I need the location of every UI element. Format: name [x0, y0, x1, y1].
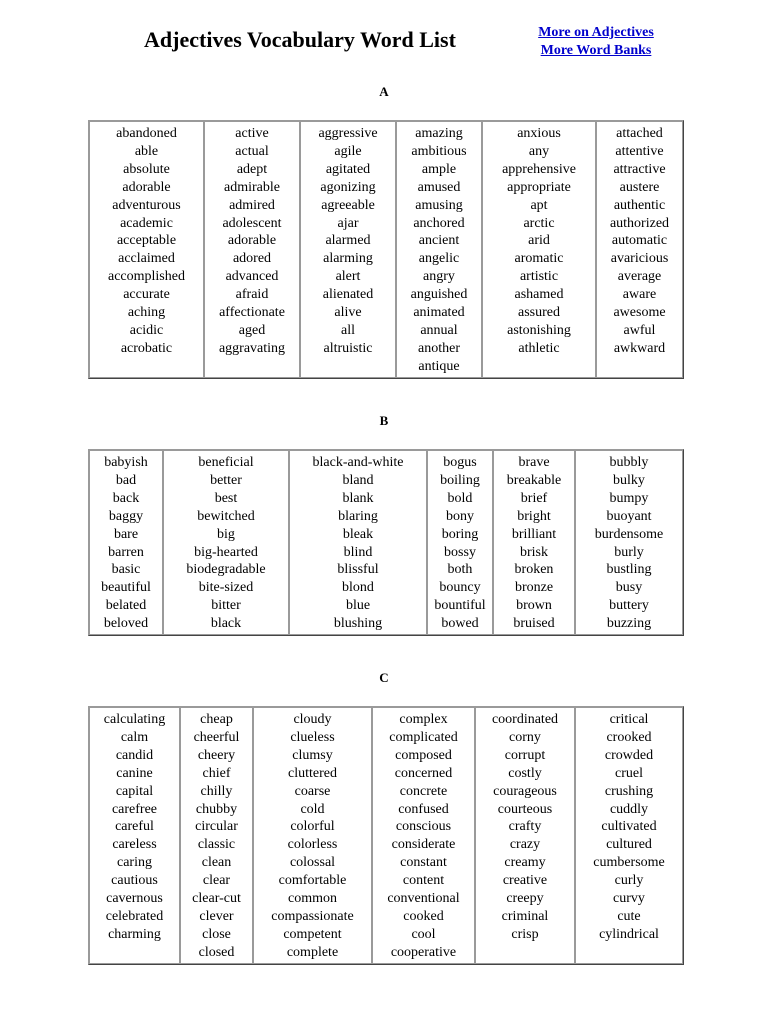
word-item: buoyant — [606, 508, 652, 524]
word-item: bleak — [342, 526, 374, 542]
word-column — [575, 707, 683, 964]
word-item: coarse — [294, 783, 331, 799]
word-item: better — [210, 472, 242, 488]
word-item: cooperative — [390, 944, 457, 960]
word-item: belated — [105, 598, 147, 614]
word-item: curly — [614, 873, 644, 889]
word-table-c — [88, 706, 684, 965]
word-item: cruel — [615, 765, 643, 781]
word-item: cultured — [606, 837, 652, 853]
word-column — [253, 707, 372, 964]
word-item: ambitious — [411, 143, 467, 159]
word-column — [180, 707, 253, 964]
word-item: crooked — [606, 729, 652, 745]
word-item: adventurous — [112, 197, 181, 213]
word-item: angry — [423, 269, 455, 285]
word-item: broken — [514, 562, 554, 578]
word-column — [372, 707, 475, 964]
word-item: clear-cut — [192, 891, 241, 907]
word-item: appropriate — [507, 179, 571, 195]
word-item: authorized — [609, 215, 670, 231]
word-item: another — [418, 340, 460, 356]
word-item: adored — [232, 251, 272, 267]
word-item: all — [341, 322, 355, 338]
word-item: agonizing — [320, 179, 376, 195]
word-item: bland — [342, 472, 374, 488]
word-item: bustling — [606, 562, 652, 578]
word-column — [575, 450, 683, 635]
word-item: bitter — [211, 598, 241, 614]
word-table-a — [88, 120, 684, 379]
word-item: apt — [530, 197, 548, 213]
word-item: crafty — [508, 819, 542, 835]
word-item: composed — [395, 747, 452, 763]
word-item: aggravating — [218, 340, 286, 356]
word-item: affectionate — [219, 305, 285, 321]
word-item: careless — [112, 837, 157, 853]
word-item: busy — [615, 580, 643, 596]
word-item: critical — [609, 712, 649, 727]
word-item: cautious — [111, 873, 158, 889]
word-item: active — [235, 126, 269, 141]
word-item: courteous — [497, 801, 553, 817]
word-item: corny — [509, 729, 541, 745]
word-item: complete — [286, 944, 339, 960]
word-item: bulky — [613, 472, 645, 488]
word-item: bogus — [443, 455, 477, 470]
word-column — [89, 707, 180, 964]
word-item: boring — [441, 526, 479, 542]
word-item: crushing — [604, 783, 654, 799]
word-item: canine — [116, 765, 153, 781]
word-item: candid — [115, 747, 154, 763]
word-item: advanced — [225, 269, 279, 285]
word-item: blue — [345, 598, 371, 614]
word-item: automatic — [611, 233, 668, 249]
word-item: austere — [619, 179, 660, 195]
word-item: conventional — [387, 891, 460, 907]
word-item: bold — [447, 490, 473, 506]
word-item: burdensome — [594, 526, 664, 542]
word-column — [89, 121, 204, 378]
header-links — [524, 24, 668, 60]
word-item: conscious — [395, 819, 452, 835]
word-item: big — [217, 526, 235, 542]
word-item: abandoned — [116, 126, 177, 141]
word-item: black-and-white — [312, 455, 404, 470]
word-item: confused — [398, 801, 449, 817]
word-item: cylindrical — [599, 926, 659, 942]
word-item: acrobatic — [120, 340, 173, 356]
word-item: blushing — [333, 616, 383, 632]
word-item: common — [288, 891, 337, 907]
word-item: accomplished — [108, 269, 185, 285]
word-item: chubby — [195, 801, 238, 817]
word-item: capital — [115, 783, 154, 799]
word-item: aromatic — [514, 251, 564, 267]
word-item: bewitched — [197, 508, 255, 524]
word-item: acidic — [129, 322, 164, 338]
word-item: clear — [202, 873, 231, 889]
word-item: alive — [334, 305, 362, 321]
word-item: cuddly — [609, 801, 649, 817]
word-item: babyish — [104, 455, 148, 470]
word-item: crisp — [511, 926, 539, 942]
word-item: attentive — [615, 143, 664, 159]
word-item: adorable — [227, 233, 277, 249]
word-item: blind — [343, 544, 373, 560]
word-item: bronze — [514, 580, 554, 596]
word-item: calculating — [103, 712, 166, 727]
word-item: closed — [198, 944, 235, 960]
word-item: chief — [202, 765, 231, 781]
word-item: clumsy — [292, 747, 333, 763]
more-word-banks-link[interactable]: More Word Banks — [540, 43, 652, 58]
word-item: afraid — [235, 287, 269, 303]
word-item: clean — [201, 855, 232, 871]
word-item: aggressive — [318, 126, 378, 141]
word-item: anguished — [410, 287, 468, 303]
word-item: colorful — [290, 819, 335, 835]
word-item: bumpy — [609, 490, 649, 506]
word-item: acceptable — [116, 233, 177, 249]
word-item: clever — [199, 908, 234, 924]
word-item: average — [617, 269, 662, 285]
word-item: ashamed — [514, 287, 564, 303]
word-item: absolute — [123, 161, 170, 177]
word-item: agitated — [325, 161, 371, 177]
word-item: baggy — [108, 508, 144, 524]
word-item: alarming — [323, 251, 373, 267]
word-item: amusing — [415, 197, 463, 213]
word-item: anxious — [517, 126, 561, 141]
word-item: bubbly — [609, 455, 649, 470]
word-item: agile — [334, 143, 362, 159]
word-item: boiling — [440, 472, 480, 488]
word-item: biodegradable — [186, 562, 266, 578]
word-item: back — [112, 490, 140, 506]
word-item: breakable — [506, 472, 562, 488]
word-item: cheery — [197, 747, 236, 763]
word-item: careful — [115, 819, 154, 835]
word-item: buzzing — [606, 616, 652, 632]
word-item: assured — [518, 305, 560, 321]
word-item: bare — [113, 526, 139, 542]
word-item: ample — [421, 161, 457, 177]
word-item: carefree — [111, 801, 158, 817]
section-heading-a: A — [379, 84, 389, 99]
word-item: concerned — [394, 765, 453, 781]
word-item: buttery — [609, 598, 649, 614]
word-item: artistic — [519, 269, 559, 285]
word-item: adolescent — [222, 215, 282, 231]
word-item: bossy — [444, 544, 476, 560]
more-on-adjectives-link[interactable]: More on Adjectives — [538, 25, 654, 40]
word-item: brown — [516, 598, 552, 614]
page-title: Adjectives Vocabulary Word List — [144, 27, 456, 52]
word-item: corrupt — [504, 747, 546, 763]
word-item: amused — [417, 179, 461, 195]
word-item: angelic — [418, 251, 460, 267]
word-item: acclaimed — [118, 251, 175, 267]
word-item: anchored — [413, 215, 465, 231]
word-item: alert — [335, 269, 361, 285]
word-item: considerate — [391, 837, 456, 853]
word-item: attached — [616, 126, 663, 141]
word-column — [482, 121, 596, 378]
word-item: awesome — [613, 305, 666, 321]
word-item: cooked — [403, 908, 444, 924]
word-item: any — [528, 143, 550, 159]
word-item: classic — [197, 837, 236, 853]
word-item: bountiful — [434, 598, 486, 614]
word-item: ajar — [337, 215, 359, 231]
word-item: content — [402, 873, 445, 889]
word-item: adept — [236, 161, 268, 177]
word-item: agreeable — [321, 197, 375, 213]
word-item: bright — [517, 508, 551, 524]
word-item: close — [202, 926, 231, 942]
word-column — [427, 450, 493, 635]
word-item: alienated — [322, 287, 374, 303]
word-item: bowed — [441, 616, 479, 632]
word-item: both — [447, 562, 473, 578]
word-item: aching — [127, 305, 166, 321]
word-item: cultivated — [601, 819, 657, 835]
word-column — [163, 450, 289, 635]
word-item: cool — [411, 926, 436, 942]
word-column — [396, 121, 482, 378]
section-heading-c: C — [379, 670, 389, 685]
word-item: crowded — [604, 747, 654, 763]
word-item: bony — [446, 508, 474, 524]
word-item: accurate — [123, 287, 170, 303]
word-column — [289, 450, 427, 635]
word-item: blank — [342, 490, 374, 506]
word-item: cheap — [200, 712, 233, 727]
word-item: creamy — [504, 855, 546, 871]
word-item: admired — [229, 197, 275, 213]
word-column — [475, 707, 575, 964]
word-item: athletic — [518, 340, 560, 356]
word-item: constant — [400, 855, 447, 871]
word-item: cloudy — [293, 712, 332, 727]
word-item: complex — [399, 712, 448, 727]
word-item: able — [134, 143, 159, 159]
word-item: academic — [120, 215, 173, 231]
word-item: admirable — [224, 179, 280, 195]
word-item: curvy — [613, 891, 645, 907]
word-item: basic — [111, 562, 141, 578]
word-item: blond — [342, 580, 374, 596]
word-item: astonishing — [507, 322, 571, 338]
word-item: clueless — [290, 729, 335, 745]
word-table-b — [88, 449, 684, 636]
word-item: costly — [508, 765, 542, 781]
word-item: compassionate — [271, 908, 354, 924]
word-item: avaricious — [610, 251, 669, 267]
word-item: bouncy — [439, 580, 481, 596]
word-item: burly — [614, 544, 644, 560]
word-item: actual — [235, 143, 269, 159]
word-item: cheerful — [193, 729, 240, 745]
word-item: black — [210, 616, 242, 632]
word-item: arctic — [523, 215, 555, 231]
word-item: alarmed — [325, 233, 371, 249]
word-item: brisk — [520, 544, 548, 560]
word-item: brief — [520, 490, 548, 506]
word-item: blaring — [338, 508, 378, 524]
word-item: bad — [115, 472, 137, 488]
word-item: coordinated — [491, 712, 559, 727]
word-item: charming — [108, 926, 161, 942]
word-item: barren — [108, 544, 144, 560]
word-column — [596, 121, 683, 378]
word-item: cold — [300, 801, 325, 817]
word-item: chilly — [200, 783, 233, 799]
word-column — [204, 121, 300, 378]
word-item: crazy — [509, 837, 541, 853]
word-item: authentic — [613, 197, 666, 213]
word-item: competent — [283, 926, 342, 942]
word-item: colossal — [289, 855, 336, 871]
word-item: amazing — [415, 126, 463, 141]
word-item: cumbersome — [593, 855, 665, 871]
section-heading-b: B — [379, 413, 389, 428]
word-item: brave — [518, 455, 550, 470]
word-column — [300, 121, 396, 378]
word-item: bruised — [513, 616, 555, 632]
word-item: ancient — [418, 233, 460, 249]
word-item: creepy — [506, 891, 544, 907]
word-column — [89, 450, 163, 635]
word-item: altruistic — [323, 340, 373, 356]
word-item: beloved — [103, 616, 149, 632]
word-item: criminal — [501, 908, 549, 924]
word-item: awful — [623, 322, 656, 338]
word-item: attractive — [613, 161, 666, 177]
word-item: complicated — [389, 729, 458, 745]
word-item: aware — [622, 287, 657, 303]
word-item: creative — [502, 873, 548, 889]
word-item: brilliant — [511, 526, 557, 542]
word-item: antique — [418, 358, 460, 374]
word-item: circular — [195, 819, 238, 835]
word-item: cavernous — [106, 891, 163, 907]
word-item: concrete — [399, 783, 448, 799]
word-item: colorless — [287, 837, 338, 853]
word-column — [493, 450, 575, 635]
word-item: bite-sized — [198, 580, 254, 596]
word-item: aged — [238, 322, 266, 338]
word-item: awkward — [613, 340, 666, 356]
word-item: comfortable — [278, 873, 347, 889]
word-item: beneficial — [198, 455, 254, 470]
word-item: calm — [120, 729, 149, 745]
word-item: cluttered — [288, 765, 337, 781]
word-item: apprehensive — [502, 161, 576, 177]
word-item: cute — [617, 908, 641, 924]
word-item: animated — [413, 305, 465, 321]
word-item: celebrated — [105, 908, 164, 924]
word-item: annual — [420, 322, 458, 338]
word-item: blissful — [337, 562, 379, 578]
word-item: arid — [528, 233, 550, 249]
word-item: caring — [117, 855, 152, 871]
word-item: adorable — [122, 179, 171, 195]
word-item: beautiful — [101, 580, 151, 596]
word-item: big-hearted — [194, 544, 258, 560]
word-item: best — [214, 490, 238, 506]
word-item: courageous — [493, 783, 557, 799]
